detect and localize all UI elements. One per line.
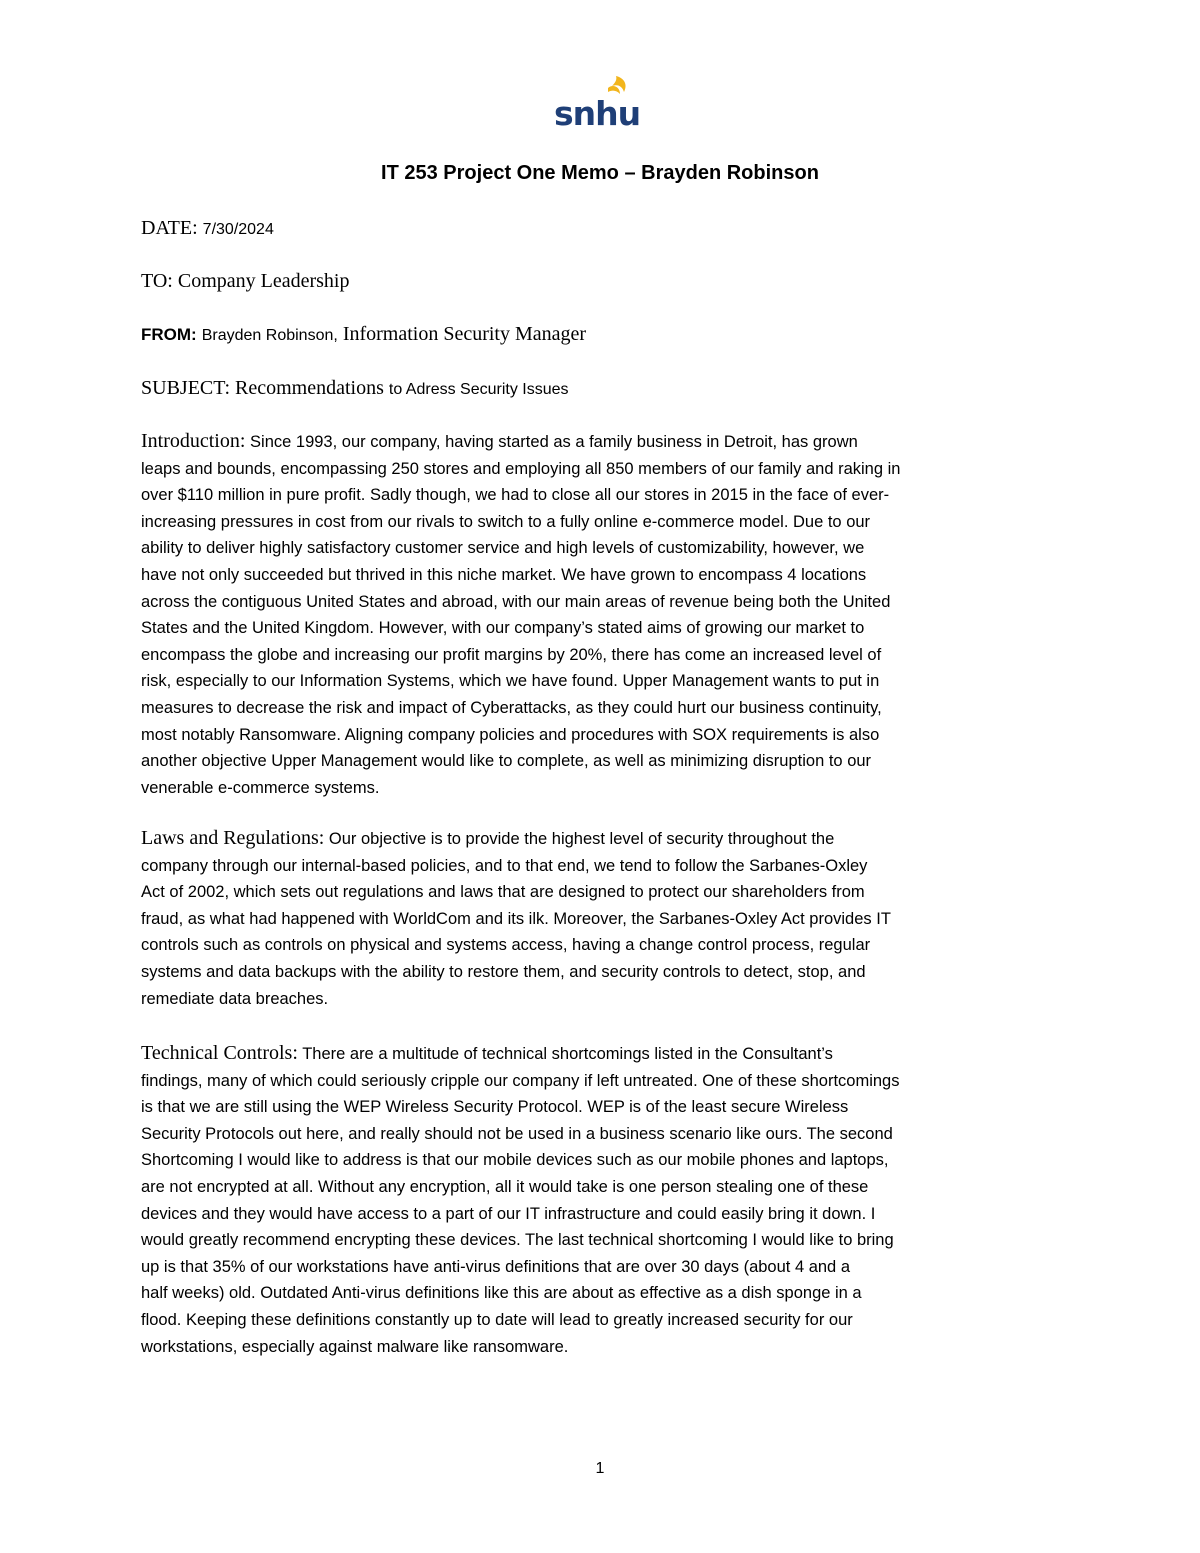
- laws-line: [141, 986, 1066, 1013]
- introduction-text: States and the United Kingdom. However, with our company’s stated aims of growing our market to: [141, 619, 865, 638]
- introduction-text: have not only succeeded but thrived in this niche market. We have grown to encompass 4 locations: [141, 565, 867, 584]
- laws-text: company through our internal-based policies, and to that end, we tend to follow the Sarbanes-Oxley: [141, 856, 868, 875]
- technical-line: [141, 1227, 1066, 1254]
- memo-title: IT 253 Project One Memo – Brayden Robinson: [381, 162, 819, 184]
- technical-line: [141, 1280, 1066, 1307]
- technical-line: [141, 1121, 1066, 1148]
- introduction-line: [141, 695, 1066, 722]
- introduction-text: another objective Upper Management would like to complete, as well as minimizing disruption to our: [141, 752, 872, 771]
- date-value: 7/30/2024: [202, 221, 274, 238]
- date-field: [141, 215, 274, 243]
- laws-text: systems and data backups with the ability to restore them, and security controls to detect, stop, and: [141, 962, 866, 981]
- subject-value-a: Recommendations: [235, 377, 384, 399]
- introduction-text: leaps and bounds, encompassing 250 stores and employing all 850 members of our family and raking in: [141, 459, 901, 478]
- technical-text: devices and they would have access to a part of our IT infrastructure and could easily bring it down. I: [141, 1204, 876, 1223]
- laws-text: Our objective is to provide the highest level of security throughout the: [328, 830, 835, 848]
- technical-controls-section: [141, 1040, 1066, 1360]
- technical-text: is that we are still using the WEP Wireless Security Protocol. WEP is of the least secure Wireless: [141, 1098, 849, 1117]
- introduction-line: [141, 722, 1066, 749]
- introduction-section: [141, 428, 1066, 801]
- technical-heading: Technical Controls:: [141, 1042, 298, 1064]
- technical-text: Shortcoming I would like to address is that our mobile devices such as our mobile phones and laptops,: [141, 1151, 889, 1170]
- laws-text: remediate data breaches.: [141, 989, 329, 1008]
- laws-section: [141, 825, 1066, 1012]
- technical-line: [141, 1307, 1066, 1334]
- introduction-text: increasing pressures in cost from our rivals to switch to a fully online e-commerce model. Due to our: [141, 512, 871, 531]
- technical-text: workstations, especially against malware like ransomware.: [141, 1337, 569, 1356]
- introduction-line: [141, 562, 1066, 589]
- technical-text: up is that 35% of our workstations have anti-virus definitions that are over 30 days (about 4 and a: [141, 1257, 850, 1276]
- introduction-text: Since 1993, our company, having started as a family business in Detroit, has grown: [250, 433, 858, 451]
- introduction-line: [141, 775, 1066, 802]
- introduction-text: measures to decrease the risk and impact of Cyberattacks, as they could hurt our business continuity,: [141, 698, 882, 717]
- technical-text: There are a multitude of technical shortcomings listed in the Consultant’s: [302, 1045, 833, 1063]
- introduction-line: [141, 456, 1066, 483]
- technical-text: would greatly recommend encrypting these devices. The last technical shortcoming I would like to bring: [141, 1231, 894, 1250]
- technical-line: [141, 1094, 1066, 1121]
- introduction-text: risk, especially to our Information Systems, which we have found. Upper Management wants to put in: [141, 672, 880, 691]
- date-label: DATE:: [141, 217, 198, 239]
- introduction-line: [141, 535, 1066, 562]
- introduction-line: [141, 642, 1066, 669]
- technical-line: [141, 1040, 1066, 1068]
- to-value: Company Leadership: [177, 270, 350, 292]
- introduction-text: across the contiguous United States and abroad, with our main areas of revenue being both the United: [141, 592, 891, 611]
- technical-line: [141, 1254, 1066, 1281]
- introduction-line: [141, 509, 1066, 536]
- introduction-line: [141, 615, 1066, 642]
- introduction-text: ability to deliver highly satisfactory customer service and high levels of customizability, however, we: [141, 539, 865, 558]
- from-name: Brayden Robinson,: [201, 327, 338, 344]
- to-field: [141, 268, 349, 294]
- page-number: 1: [595, 1460, 605, 1477]
- introduction-line: [141, 589, 1066, 616]
- subject-label: SUBJECT:: [141, 377, 231, 399]
- from-role: Information Security Manager: [342, 323, 587, 345]
- laws-line: [141, 853, 1066, 880]
- technical-text: Security Protocols out here, and really should not be used in a business scenario like ours. The second: [141, 1124, 893, 1143]
- introduction-text: over $110 million in pure profit. Sadly though, we had to close all our stores in 2015 in the face of ever-: [141, 486, 890, 505]
- introduction-line: [141, 748, 1066, 775]
- to-label: TO:: [141, 270, 173, 292]
- laws-text: fraud, as what had happened with WorldCom and its ilk. Moreover, the Sarbanes-Oxley Act provides IT: [141, 909, 891, 928]
- technical-line: [141, 1334, 1066, 1361]
- laws-line: [141, 959, 1066, 986]
- technical-text: flood. Keeping these definitions constantly up to date will lead to greatly increased security for our: [141, 1310, 853, 1329]
- technical-line: [141, 1201, 1066, 1228]
- introduction-line: [141, 668, 1066, 695]
- technical-line: [141, 1147, 1066, 1174]
- introduction-line: [141, 482, 1066, 509]
- introduction-text: encompass the globe and increasing our profit margins by 20%, there has come an increased level of: [141, 645, 882, 664]
- subject-value-b: to Adress Security Issues: [388, 381, 569, 398]
- technical-line: [141, 1174, 1066, 1201]
- laws-heading: Laws and Regulations:: [141, 827, 325, 849]
- technical-text: half weeks) old. Outdated Anti-virus definitions like this are about as effective as a dish sponge in a: [141, 1284, 862, 1303]
- laws-line: [141, 879, 1066, 906]
- subject-field: [141, 375, 569, 403]
- technical-text: are not encrypted at all. Without any encryption, all it would take is one person stealing one of these: [141, 1177, 869, 1196]
- introduction-text: most notably Ransomware. Aligning company policies and procedures with SOX requirements is also: [141, 725, 880, 744]
- laws-line: [141, 906, 1066, 933]
- snhu-logo: [554, 74, 640, 132]
- introduction-heading: Introduction:: [141, 430, 246, 452]
- logo-wordmark: snhu: [554, 94, 641, 133]
- introduction-text: venerable e-commerce systems.: [141, 778, 380, 797]
- laws-line: [141, 825, 1066, 853]
- from-field: [141, 321, 586, 349]
- introduction-line: [141, 428, 1066, 456]
- laws-text: Act of 2002, which sets out regulations and laws that are designed to protect our shareholders from: [141, 883, 865, 902]
- technical-text: findings, many of which could seriously cripple our company if left untreated. One of these shortcomings: [141, 1071, 900, 1090]
- laws-line: [141, 932, 1066, 959]
- laws-text: controls such as controls on physical and systems access, having a change control process, regular: [141, 936, 871, 955]
- technical-line: [141, 1068, 1066, 1095]
- from-label: FROM:: [141, 325, 197, 344]
